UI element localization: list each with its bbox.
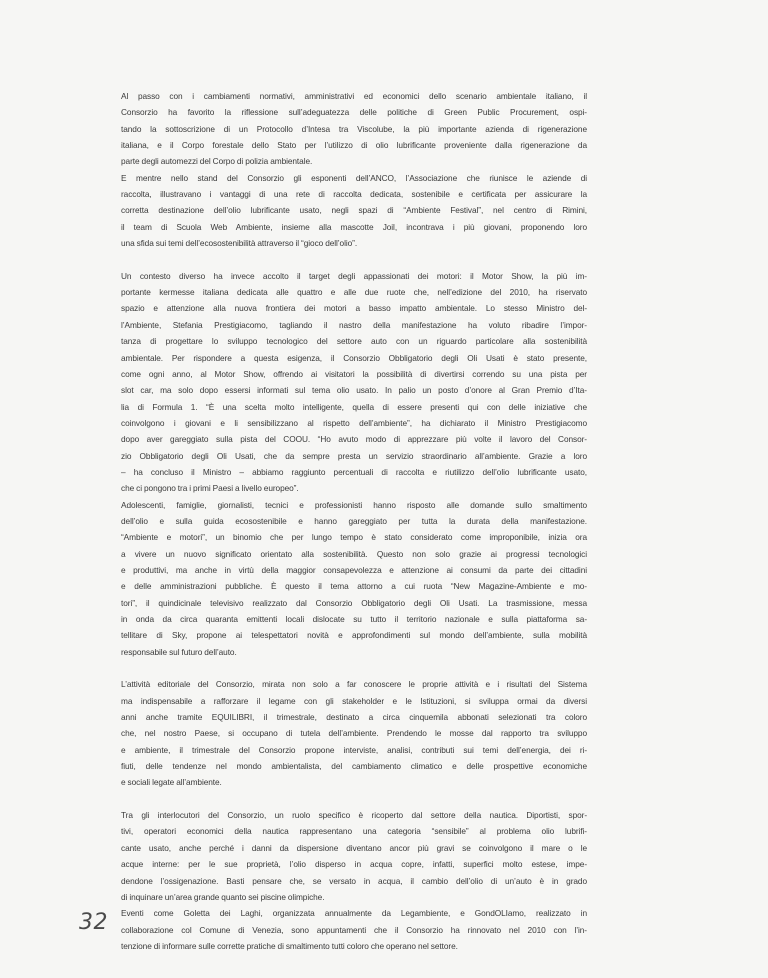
text-line: cante usato, anche perché i danni da dispersione diventano ancor più gravi se coinvolgono il mare o le bbox=[121, 842, 587, 853]
paragraph bbox=[121, 676, 587, 790]
text-line: e delle amministrazioni pubbliche. È questo il tema attorno a cui ruota “New Magazine-Ambiente e mo- bbox=[121, 581, 587, 592]
text-line: una sfida sui temi dell’ecosostenibilità attraverso il “gioco dell’olio”. bbox=[121, 238, 358, 249]
paragraph bbox=[121, 88, 587, 251]
article-body bbox=[121, 88, 587, 971]
text-line: Un contesto diverso ha invece accolto il target degli appassionati dei motori: il Motor Show, la più im- bbox=[121, 270, 587, 281]
text-line: ma indispensabile a rafforzare il legame con gli stakeholder e le Istituzioni, si sviluppa ormai da diversi bbox=[121, 695, 587, 706]
text-line: – ha concluso il Ministro – abbiamo raggiunto percentuali di raccolta e riutilizzo dell’olio lubrificante usato, bbox=[121, 466, 587, 477]
text-line: come ogni anno, al Motor Show, offrendo ai visitatori la possibilità di divertirsi correndo su una pista per bbox=[121, 368, 587, 379]
text-line: dendone l’ossigenazione. Basti pensare che, se versato in acqua, il cambio dell’olio di un’auto è in grado bbox=[121, 875, 587, 886]
text-line: ambientale. Per rispondere a questa esigenza, il Consorzio Obbligatorio degli Oli Usati è stato presente, bbox=[121, 352, 587, 363]
text-line: Al passo con i cambiamenti normativi, amministrativi ed economici dello scenario ambientale italiano, il bbox=[121, 91, 587, 101]
text-line: dell’olio e sulla guida ecosostenibile e hanno gareggiato per tutta la durata della manifestazione. bbox=[121, 515, 587, 526]
text-line: che ci pongono tra i primi Paesi a livello europeo”. bbox=[121, 483, 299, 494]
text-line: e ambiente, il trimestrale del Consorzio propone interviste, analisi, contributi sui temi dell’energia, dei ri- bbox=[121, 744, 587, 755]
paragraph bbox=[121, 807, 587, 954]
text-line: e sociali legate all’ambiente. bbox=[121, 777, 222, 788]
text-line: dopo aver gareggiato sulla pista del COOU. “Ho avuto modo di apprezzare più volte il lavoro del Consor- bbox=[121, 434, 587, 445]
text-line: coinvolgono i giovani e li sensibilizzano al rispetto dell’ambiente”, ha dichiarato il Ministro Prestigiacomo bbox=[121, 417, 587, 428]
text-line: tivi, operatori economici della nautica rappresentano una categoria “sensibile” al problema olio lubrifi- bbox=[121, 826, 587, 837]
text-line: Tra gli interlocutori del Consorzio, un ruolo specifico è ricoperto dal settore della nautica. Diportisti, spor- bbox=[121, 810, 587, 821]
text-line: tando la sottoscrizione di un Protocollo d’Intesa tra Viscolube, la più importante azienda di rigenerazione bbox=[121, 123, 587, 134]
text-line: italiana, e il Corpo forestale dello Stato per l’utilizzo di olio lubrificante proveniente dalla rigenerazione da bbox=[121, 140, 587, 151]
text-line: fiuti, delle tendenze nel mondo ambientalista, del cambiamento climatico e delle prospettive economiche bbox=[121, 761, 587, 772]
text-line: tenzione di informare sulle corrette pratiche di smaltimento tutti coloro che operano nel settore. bbox=[121, 940, 458, 951]
text-line: in onda da circa quaranta emittenti locali dislocate su tutto il territorio nazionale e sulla piattaforma sa- bbox=[121, 614, 587, 624]
text-line: spazio e attenzione alla nuova frontiera dei motori a basso impatto ambientale. Lo stesso Ministro del- bbox=[121, 303, 587, 314]
text-line: zio Obbligatorio degli Oli Usati, che da sempre presta un servizio straordinario all’ambiente. Grazie a loro bbox=[121, 450, 587, 461]
text-line: il team di Scuola Web Ambiente, insieme alla mascotte Joil, incontrava i più giovani, proponendo loro bbox=[121, 221, 587, 232]
text-line: di inquinare un’area grande quanto sei piscine olimpiche. bbox=[121, 891, 325, 902]
text-line: Adolescenti, famiglie, giornalisti, tecnici e professionisti hanno risposto alle domande sullo smaltimento bbox=[121, 499, 587, 510]
text-line: che, nel nostro Paese, si occupano di tutela dell’ambiente. Prendendo le mosse dal rapporto tra sviluppo bbox=[121, 728, 587, 739]
text-line: E mentre nello stand del Consorzio gli esponenti dell’ANCO, l’Associazione che riunisce le aziende di bbox=[121, 172, 587, 183]
text-line: parte degli automezzi del Corpo di polizia ambientale. bbox=[121, 156, 313, 167]
text-line: lia di Formula 1. “È una scelta molto intelligente, quella di essere presenti qui con delle iniziative che bbox=[121, 401, 587, 412]
text-line: raccolta, illustravano i vantaggi di una rete di raccolta dedicata, sostenibile e certificata per assicurare la bbox=[121, 189, 587, 200]
page-number: 32 bbox=[79, 910, 108, 935]
text-line: corretta destinazione dell’olio lubrificante usato, negli spazi di “Ambiente Festival”, nel centro di Rimini, bbox=[121, 205, 587, 216]
text-line: portante kermesse italiana dedicata alle quattro e alle due ruote che, nell’edizione del 2010, ha riservato bbox=[121, 287, 587, 298]
text-line: tori”, il quindicinale televisivo realizzato dal Consorzio Obbligatorio degli Oli Usati. La trasmissione, messa bbox=[121, 597, 587, 608]
text-line: “Ambiente e motori”, un binomio che per lungo tempo è stato considerato come improponibile, inizia ora bbox=[121, 532, 587, 543]
text-line: responsabile sul futuro dell’auto. bbox=[121, 646, 237, 657]
text-line: anni anche tramite EQUILIBRI, il trimestrale, destinato a circa cinquemila abbonati selezionati tra coloro bbox=[121, 712, 587, 723]
text-line: tellitare di Sky, propone ai telespettatori novità e approfondimenti sul mondo dell’ambiente, sulla mobilità bbox=[121, 630, 587, 641]
text-line: L’attività editoriale del Consorzio, mirata non solo a far conoscere le proprie attività e i risultati del Sistema bbox=[121, 679, 587, 690]
text-line: e produttivi, ma anche in virtù della maggior consapevolezza e attenzione ai consumi da parte dei cittadini bbox=[121, 564, 587, 575]
text-line: slot car, ma solo dopo essersi informati sul tema olio usato. In palio un posto d’onore al Gran Premio d’Ita- bbox=[121, 385, 587, 396]
text-line: Eventi come Goletta dei Laghi, organizzata annualmente da Legambiente, e GondOLIamo, realizzato in bbox=[121, 908, 587, 919]
text-line: l’Ambiente, Stefania Prestigiacomo, tagliando il nastro della manifestazione ha voluto ribadire l’impor- bbox=[121, 319, 587, 330]
text-line: collaborazione col Comune di Venezia, sono appuntamenti che il Consorzio ha rinnovato nel 2010 con l’in- bbox=[121, 924, 587, 935]
text-line: Consorzio ha favorito la riflessione sull’adeguatezza delle politiche di Green Public Procurement, ospi- bbox=[121, 107, 587, 118]
text-line: tanza di progettare lo sviluppo tecnologico del settore auto con un riguardo particolare alla sostenibilità bbox=[121, 336, 587, 347]
text-line: a vivere un nuovo significato orientato alla sostenibilità. Questo non solo grazie ai progressi tecnologici bbox=[121, 548, 587, 559]
text-line: acque interne: per le sue proprietà, l’olio disperso in acqua copre, infatti, superfici molto estese, impe- bbox=[121, 859, 587, 870]
paragraph bbox=[121, 268, 587, 660]
